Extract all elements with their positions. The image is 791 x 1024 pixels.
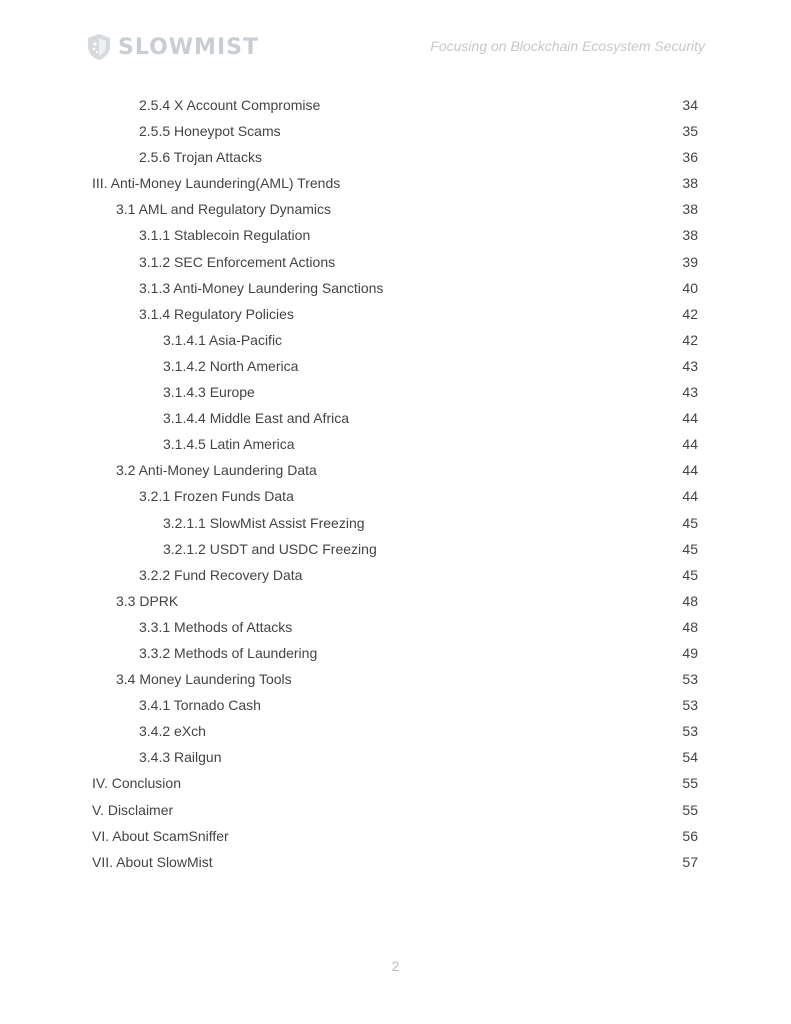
toc-entry[interactable] — [0, 275, 791, 301]
toc-entry-page[interactable]: 38 — [682, 227, 698, 244]
toc-entry-label[interactable]: 3.1.2 SEC Enforcement Actions — [139, 253, 336, 270]
toc-entry-label[interactable]: 3.1.4 Regulatory Policies — [139, 305, 294, 322]
toc-entry-label[interactable]: 3.4 Money Laundering Tools — [116, 671, 292, 688]
toc-entry-page[interactable]: 54 — [682, 749, 698, 766]
toc-entry-label[interactable]: 3.4.2 eXch — [139, 723, 206, 740]
toc-entry[interactable] — [0, 744, 791, 770]
toc-entry-page[interactable]: 40 — [682, 279, 698, 296]
toc-entry-page[interactable]: 38 — [682, 175, 698, 192]
toc-entry[interactable] — [0, 614, 791, 640]
toc-entry-label[interactable]: 3.1.1 Stablecoin Regulation — [139, 227, 311, 244]
toc-entry-label[interactable]: 3.2.2 Fund Recovery Data — [139, 566, 303, 583]
toc-entry[interactable] — [0, 327, 791, 353]
toc-entry-page[interactable]: 48 — [682, 592, 698, 609]
page-header — [86, 30, 705, 66]
toc-entry-page[interactable]: 45 — [682, 540, 698, 557]
toc-entry-page[interactable]: 55 — [682, 801, 698, 818]
toc-entry[interactable] — [0, 301, 791, 327]
toc-entry-page[interactable]: 44 — [682, 436, 698, 453]
toc-entry-label[interactable]: 2.5.4 X Account Compromise — [139, 97, 321, 113]
toc-entry-label[interactable]: III. Anti-Money Laundering(AML) Trends — [92, 175, 341, 192]
toc-entry-label[interactable]: 3.3.2 Methods of Laundering — [139, 644, 318, 661]
toc-entry[interactable] — [0, 640, 791, 666]
toc-entry[interactable] — [0, 510, 791, 536]
toc-entry-page[interactable]: 45 — [682, 514, 698, 531]
toc-entry-page[interactable]: 38 — [682, 201, 698, 218]
toc-entry-page[interactable]: 44 — [682, 462, 698, 479]
toc-entry-label[interactable]: V. Disclaimer — [92, 801, 174, 818]
toc-entry-page[interactable]: 49 — [682, 644, 698, 661]
shield-logo-icon — [86, 33, 112, 61]
toc-entry[interactable] — [0, 353, 791, 379]
toc-entry-label[interactable]: 3.1.4.2 North America — [163, 357, 299, 374]
toc-entry[interactable] — [0, 222, 791, 248]
toc-entry-page[interactable]: 45 — [682, 566, 698, 583]
table-of-contents — [0, 92, 791, 875]
toc-entry[interactable] — [0, 144, 791, 170]
toc-entry-page[interactable]: 56 — [682, 827, 698, 844]
toc-entry-label[interactable]: 3.1 AML and Regulatory Dynamics — [116, 201, 332, 218]
toc-entry-label[interactable]: 3.4.1 Tornado Cash — [139, 697, 261, 714]
toc-entry-label[interactable]: 3.1.4.3 Europe — [163, 384, 255, 401]
toc-entry-page[interactable]: 53 — [682, 697, 698, 714]
toc-entry[interactable] — [0, 483, 791, 509]
toc-entry[interactable] — [0, 431, 791, 457]
toc-entry-page[interactable]: 39 — [682, 253, 698, 270]
toc-entry[interactable] — [0, 692, 791, 718]
toc-entry-page[interactable]: 57 — [682, 853, 698, 870]
toc-entry-page[interactable]: 35 — [682, 123, 698, 140]
header-tagline: Focusing on Blockchain Ecosystem Security — [430, 38, 705, 54]
toc-entry-label[interactable]: 3.1.3 Anti-Money Laundering Sanctions — [139, 279, 384, 296]
toc-entry-page[interactable]: 44 — [682, 410, 698, 427]
toc-entry[interactable] — [0, 823, 791, 849]
toc-entry-page[interactable]: 42 — [682, 331, 698, 348]
toc-entry-page[interactable]: 53 — [682, 671, 698, 688]
toc-entry-label[interactable]: VI. About ScamSniffer — [92, 827, 229, 844]
toc-entry-page[interactable]: 34 — [682, 97, 698, 113]
toc-entry-label[interactable]: 3.2.1.1 SlowMist Assist Freezing — [163, 514, 365, 531]
toc-entry-page[interactable]: 43 — [682, 357, 698, 374]
logo-text: SLOWMIST — [118, 34, 259, 60]
toc-entry[interactable] — [0, 92, 791, 118]
toc-entry-label[interactable]: 3.3.1 Methods of Attacks — [139, 618, 293, 635]
toc-entry[interactable] — [0, 849, 791, 875]
toc-entry[interactable] — [0, 170, 791, 196]
toc-entry[interactable] — [0, 666, 791, 692]
toc-entry[interactable] — [0, 249, 791, 275]
toc-entry-label[interactable]: IV. Conclusion — [92, 775, 181, 792]
toc-entry[interactable] — [0, 457, 791, 483]
toc-entry-label[interactable]: 3.1.4.5 Latin America — [163, 436, 295, 453]
toc-entry[interactable] — [0, 562, 791, 588]
toc-entry[interactable] — [0, 797, 791, 823]
toc-entry-page[interactable]: 53 — [682, 723, 698, 740]
toc-entry-label[interactable]: 2.5.6 Trojan Attacks — [139, 149, 262, 166]
toc-entry-label[interactable]: 3.2.1 Frozen Funds Data — [139, 488, 294, 505]
toc-entry[interactable] — [0, 588, 791, 614]
toc-entry-page[interactable]: 48 — [682, 618, 698, 635]
toc-entry-page[interactable]: 55 — [682, 775, 698, 792]
toc-entry[interactable] — [0, 770, 791, 796]
page-number: 2 — [391, 958, 400, 974]
toc-entry-label[interactable]: 2.5.5 Honeypot Scams — [139, 123, 281, 140]
toc-entry-label[interactable]: VII. About SlowMist — [92, 853, 213, 870]
toc-entry[interactable] — [0, 718, 791, 744]
toc-entry-page[interactable]: 43 — [682, 384, 698, 401]
toc-entry[interactable] — [0, 405, 791, 431]
toc-entry-label[interactable]: 3.1.4.1 Asia-Pacific — [163, 331, 283, 348]
toc-entry-label[interactable]: 3.3 DPRK — [116, 592, 179, 609]
toc-entry-page[interactable]: 42 — [682, 305, 698, 322]
slowmist-logo — [86, 33, 259, 61]
toc-entry[interactable] — [0, 536, 791, 562]
toc-entry-label[interactable]: 3.4.3 Railgun — [139, 749, 222, 766]
toc-entry[interactable] — [0, 196, 791, 222]
toc-entry[interactable] — [0, 379, 791, 405]
toc-entry-label[interactable]: 3.2 Anti-Money Laundering Data — [116, 462, 317, 479]
toc-entry-page[interactable]: 36 — [682, 149, 698, 166]
toc-entry[interactable] — [0, 118, 791, 144]
toc-entry-page[interactable]: 44 — [682, 488, 698, 505]
toc-entry-label[interactable]: 3.1.4.4 Middle East and Africa — [163, 410, 349, 427]
toc-entry-label[interactable]: 3.2.1.2 USDT and USDC Freezing — [163, 540, 377, 557]
